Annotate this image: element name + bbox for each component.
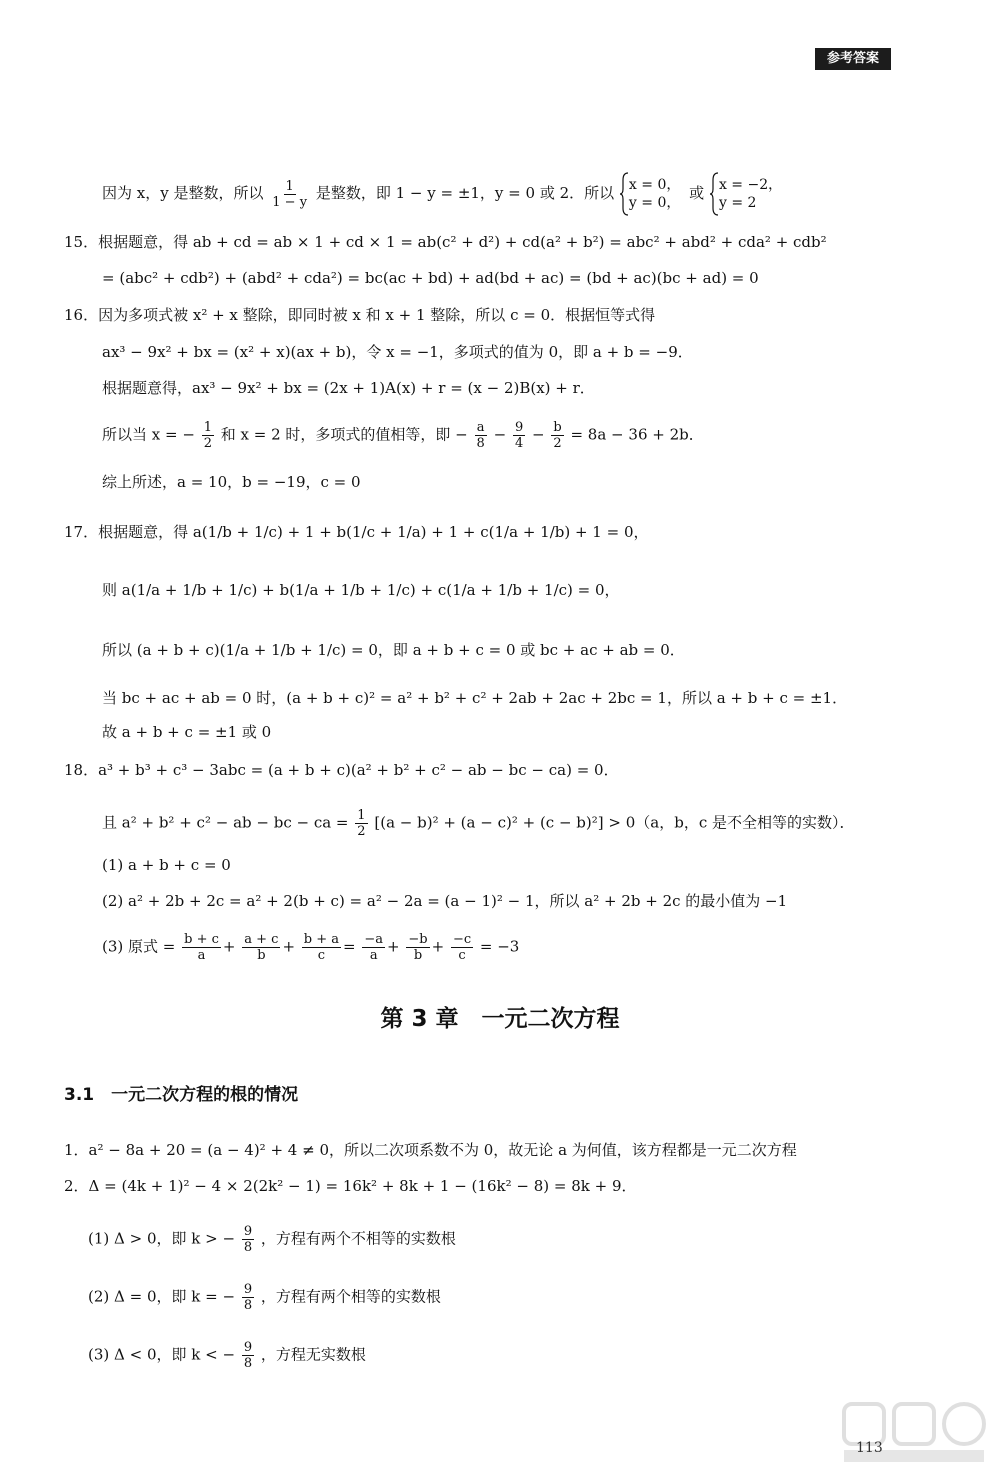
line-17b: 则 a(1/a + 1/b + 1/c) + b(1/a + 1/b + 1/c) + c(1/a + 1/b + 1/c) = 0， bbox=[102, 581, 620, 599]
denominator: 1 − y bbox=[272, 194, 308, 210]
line-16b: ax³ − 9x² + bx = (x² + x)(ax + b)，令 x = −1，多项式的值为 0，即 a + b = −9． bbox=[102, 343, 693, 361]
system-row: y = 0， bbox=[628, 195, 681, 211]
numerator: 9 bbox=[243, 1340, 253, 1355]
text: (1) Δ > 0，即 k > − bbox=[88, 1229, 236, 1248]
fraction bbox=[406, 932, 429, 963]
fraction bbox=[362, 932, 385, 963]
text: 是整数，即 1 − y = ±1，y = 0 或 2．所以 bbox=[315, 184, 615, 202]
denominator: 8 bbox=[476, 436, 485, 451]
line-18c: (1) a + b + c = 0 bbox=[102, 856, 231, 874]
line-18e: (3) 原式 = $\frac{b + c}{a}$ + $\frac{a + c}{b}$ + $\frac{b + a}{c}$ = $\frac{-a}{a}$ + $\frac{-b}{b}$ + $\frac{-c}{c}$ = −3 bbox=[102, 932, 520, 963]
equation-system-2 bbox=[709, 172, 786, 216]
denominator: a bbox=[369, 948, 378, 963]
text: − bbox=[493, 425, 507, 444]
line-s2c bbox=[88, 1340, 366, 1371]
page-number: 113 bbox=[856, 1440, 883, 1456]
numerator: −b bbox=[408, 932, 428, 947]
fraction bbox=[182, 932, 221, 963]
numerator: a bbox=[476, 420, 485, 435]
line-14 bbox=[102, 172, 786, 216]
system-row: x = −2， bbox=[718, 177, 783, 193]
fraction bbox=[355, 808, 367, 839]
numerator: b + c bbox=[184, 932, 219, 947]
numerator: 1 bbox=[203, 420, 212, 435]
text: = 8a − 36 + 2b． bbox=[570, 425, 704, 444]
text: 且 a² + b² + c² − ab − bc − ca = bbox=[102, 813, 349, 832]
denominator: 2 bbox=[553, 436, 562, 451]
text: 所以当 x = − bbox=[102, 425, 195, 444]
line-16c: 根据题意得，ax³ − 9x² + bx = (2x + 1)A(x) + r = (x − 2)B(x) + r． bbox=[102, 379, 595, 397]
numerator: 1 bbox=[357, 808, 366, 823]
equation-system-1 bbox=[619, 172, 684, 216]
line-17e: 故 a + b + c = ±1 或 0 bbox=[102, 723, 272, 741]
line-18b bbox=[102, 808, 855, 839]
line-17c: 所以 (a + b + c)(1/a + 1/b + 1/c) = 0，即 a + b + c = 0 或 bc + ac + ab = 0． bbox=[102, 641, 685, 659]
watermark-logo-icon bbox=[840, 1400, 990, 1466]
numerator: b bbox=[553, 420, 562, 435]
text-or: 或 bbox=[689, 184, 705, 202]
text: (3) 原式 = bbox=[102, 937, 176, 956]
line-16a: 16．因为多项式被 x² + x 整除，即同时被 x 和 x + 1 整除，所以 c = 0．根据恒等式得 bbox=[64, 306, 656, 324]
text: (3) Δ < 0，即 k < − bbox=[88, 1345, 236, 1364]
system-rows bbox=[719, 176, 782, 212]
line-15b: = (abc² + cdb²) + (abd² + cda²) = bc(ac + bd) + ad(bd + ac) = (bd + ac)(bc + ad) = 0 bbox=[102, 269, 759, 287]
denominator: 4 bbox=[514, 436, 524, 451]
system-rows bbox=[629, 176, 680, 212]
fraction bbox=[513, 420, 525, 451]
text: ，方程有两个相等的实数根 bbox=[260, 1287, 441, 1306]
system-row: x = 0， bbox=[628, 177, 681, 193]
fraction bbox=[242, 1224, 254, 1255]
numerator: 9 bbox=[514, 420, 524, 435]
system-row: y = 2 bbox=[718, 195, 757, 211]
text: = −3 bbox=[479, 937, 520, 956]
text: 因为 x，y 是整数，所以 bbox=[102, 184, 264, 202]
text: 和 x = 2 时，多项式的值相等，即 − bbox=[220, 425, 468, 444]
line-s2: 2．Δ = (4k + 1)² − 4 × 2(2k² − 1) = 16k² + 8k + 1 − (16k² − 8) = 8k + 9． bbox=[64, 1177, 637, 1195]
fraction bbox=[242, 1340, 254, 1371]
fraction bbox=[475, 420, 487, 451]
line-17d: 当 bc + ac + ab = 0 时，(a + b + c)² = a² + b² + c² + 2ab + 2ac + 2bc = 1，所以 a + b + c = ±1． bbox=[102, 689, 848, 707]
line-16e: 综上所述，a = 10，b = −19，c = 0 bbox=[102, 473, 361, 491]
fraction bbox=[551, 420, 563, 451]
text: − bbox=[532, 425, 545, 444]
denominator: c bbox=[458, 948, 466, 963]
section-title: 3.1 一元二次方程的根的情况 bbox=[64, 1085, 299, 1105]
text: (2) Δ = 0，即 k = − bbox=[88, 1287, 236, 1306]
line-s1: 1．a² − 8a + 20 = (a − 4)² + 4 ≠ 0，所以二次项系数不为 0，故无论 a 为何值，该方程都是一元二次方程 bbox=[64, 1141, 797, 1159]
denominator: 2 bbox=[203, 436, 212, 451]
line-18a: 18．a³ + b³ + c³ − 3abc = (a + b + c)(a² + b² + c² − ab − bc − ca) = 0． bbox=[64, 761, 619, 779]
numerator: 9 bbox=[243, 1224, 253, 1239]
fraction bbox=[242, 1282, 254, 1313]
denominator: 8 bbox=[243, 1240, 253, 1255]
line-s2a bbox=[88, 1224, 456, 1255]
line-s2b bbox=[88, 1282, 441, 1313]
line-16d bbox=[102, 420, 704, 451]
line-17a: 17．根据题意，得 a(1/b + 1/c) + 1 + b(1/c + 1/a) + 1 + c(1/a + 1/b) + 1 = 0， bbox=[64, 523, 649, 541]
numerator: −a bbox=[364, 932, 384, 947]
denominator: 8 bbox=[243, 1356, 253, 1371]
denominator: b bbox=[257, 948, 266, 963]
numerator: −c bbox=[452, 932, 472, 947]
denominator: 2 bbox=[357, 824, 366, 839]
fraction bbox=[302, 932, 341, 963]
fraction bbox=[242, 932, 280, 963]
fraction bbox=[270, 179, 309, 210]
denominator: 8 bbox=[243, 1298, 253, 1313]
line-15a: 15．根据题意，得 ab + cd = ab × 1 + cd × 1 = ab(c² + d²) + cd(a² + b²) = abc² + abd² + cda² + cdb² bbox=[64, 233, 827, 251]
brace-icon bbox=[619, 172, 629, 216]
fraction bbox=[202, 420, 214, 451]
text: ，方程有两个不相等的实数根 bbox=[260, 1229, 456, 1248]
answer-badge: 参考答案 bbox=[815, 48, 891, 70]
numerator: b + a bbox=[303, 932, 340, 947]
text: [(a − b)² + (a − c)² + (c − b)²] > 0（a，b，c 是不全相等的实数）． bbox=[374, 813, 855, 832]
line-18d: (2) a² + 2b + 2c = a² + 2(b + c) = a² − 2a = (a − 1)² − 1，所以 a² + 2b + 2c 的最小值为 −1 bbox=[102, 892, 788, 910]
numerator: 9 bbox=[243, 1282, 253, 1297]
text: ，方程无实数根 bbox=[260, 1345, 366, 1364]
chapter-title: 第 3 章 一元二次方程 bbox=[380, 1006, 620, 1032]
numerator: 1 bbox=[285, 178, 294, 194]
fraction bbox=[451, 932, 473, 963]
denominator: b bbox=[413, 948, 423, 963]
denominator: a bbox=[197, 948, 206, 963]
numerator: a + c bbox=[244, 932, 279, 947]
brace-icon bbox=[709, 172, 719, 216]
denominator: c bbox=[317, 948, 326, 963]
